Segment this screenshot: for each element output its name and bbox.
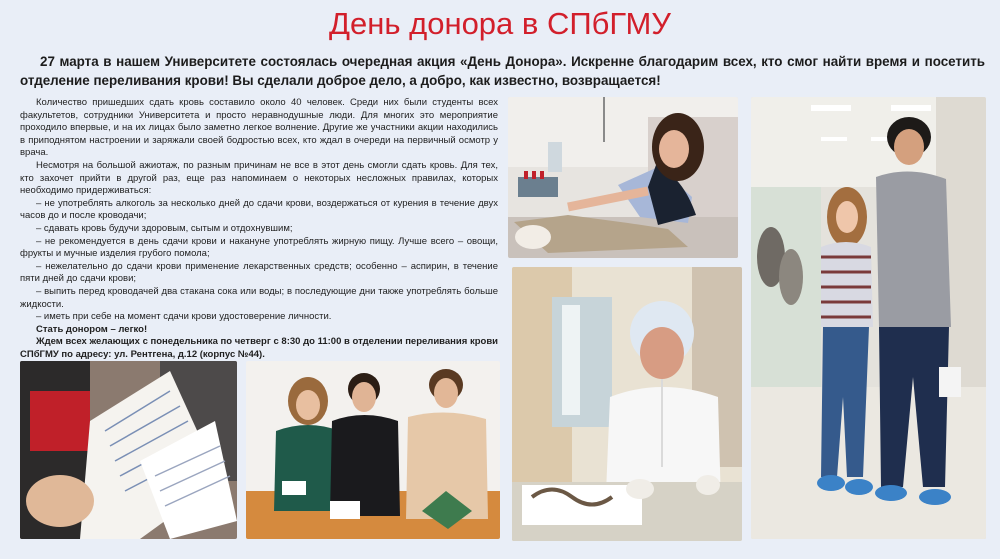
photo-couple-corridor	[751, 97, 986, 539]
photo-nurse	[512, 267, 742, 541]
page-title: День донора в СПбГМУ	[329, 6, 671, 41]
article-body	[20, 97, 498, 361]
rule-item: – сдавать кровь будучи здоровым, сытым и отдохнувшим;	[36, 222, 293, 234]
lead-paragraph: 27 марта в нашем Университете состоялась очередная акция «День Донора». Искренне благодарим всех, кто смог найти время и посетить отделение переливания крови! Вы сделали доброе дело, а добро, как известно, возвращается!	[20, 54, 985, 88]
photo-forms	[20, 361, 237, 539]
rule-item: – выпить перед кроводачей два стакана сока или воды; в последующие дни также употреблять больше жидкости.	[20, 285, 498, 310]
rule-item: – не употреблять алкоголь за несколько дней до сдачи крови, воздержаться от курения в течение двух часов до и после кроводачи;	[20, 197, 498, 222]
rule-item: – иметь при себе на момент сдачи крови удостоверение личности.	[36, 311, 332, 323]
photo-donor-chair	[508, 97, 738, 258]
invite-text: Ждем всех желающих с понедельника по четверг с 8:30 до 11:00 в отделении переливания крови СПбГМУ по адресу: ул. Рентгена, д.12 (корпус №44).	[20, 336, 498, 360]
slogan: Стать донором – легко!	[36, 323, 148, 335]
body-paragraph: Количество пришедших сдать кровь составило около 40 человек. Среди них были студенты всех факультетов, сотрудники Университета и просто неравнодушные люди. Для многих это мероприятие проходило впервые, и на их лицах было заметно легкое волнение. Другие же участники акции находились в приподнятом настроении и заряжали своей бодростью всех, кто ждал в очереди на первичный осмотр у врача.	[20, 97, 498, 159]
rule-item: – не рекомендуется в день сдачи крови и накануне употреблять жирную пищу. Лучше всего – овощи, фрукты и мучные изделия грубого помола;	[20, 235, 498, 260]
photo-students	[246, 361, 500, 539]
rule-item: – нежелательно до сдачи крови применение лекарственных средств; особенно – аспирин, в течение пяти дней до сдачи крови;	[20, 260, 498, 285]
body-paragraph: Несмотря на большой ажиотаж, по разным причинам не все в этот день смогли сдать кровь. Для тех, кто захочет прийти в другой раз, еще раз напоминаем о некоторых несложных правилах, которых необходимо придерживаться:	[20, 159, 498, 197]
